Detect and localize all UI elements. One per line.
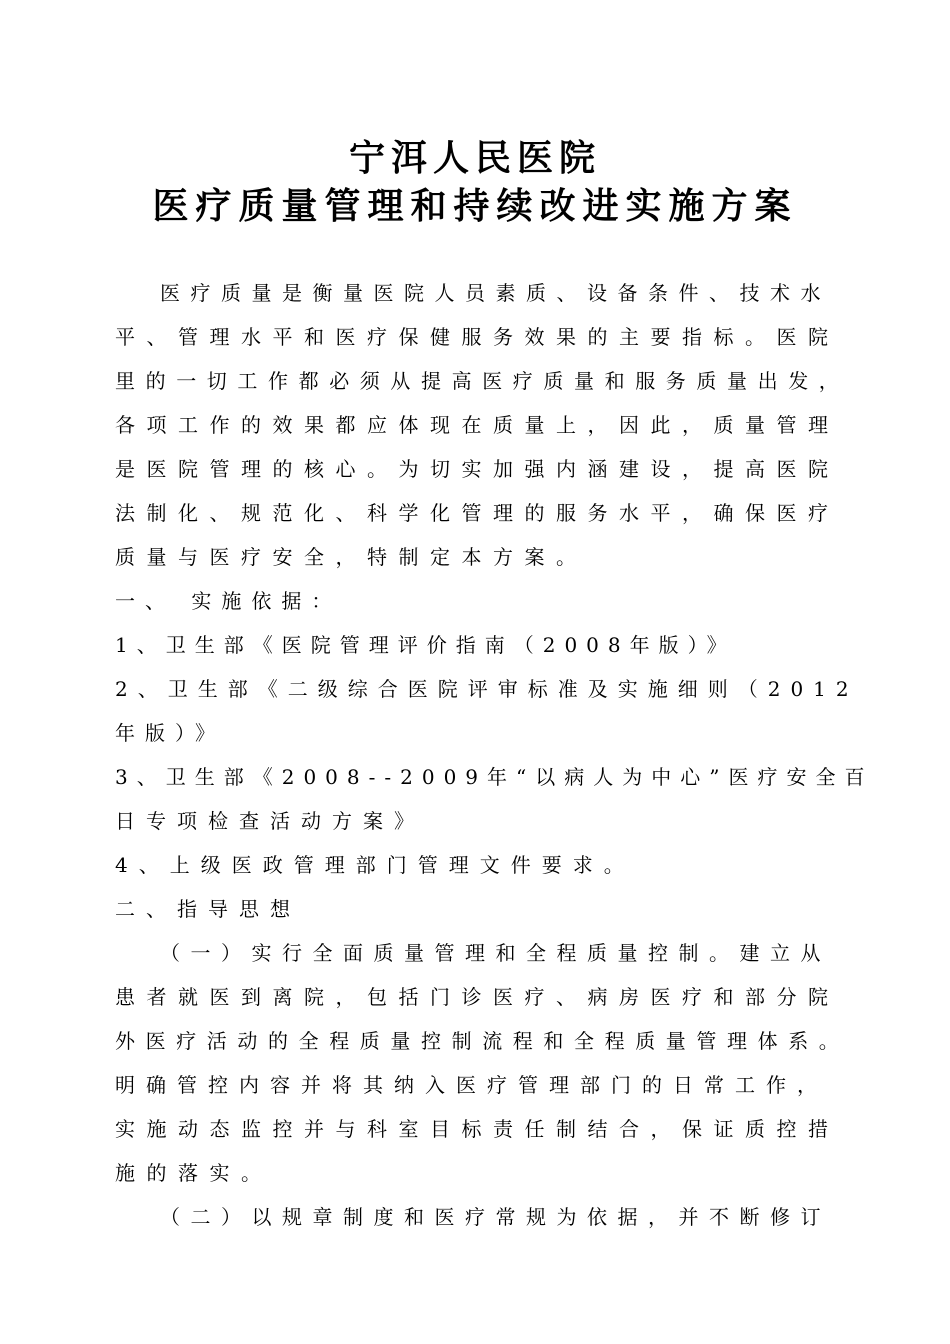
guiding-paragraph-line: 施的落实。 xyxy=(115,1161,273,1185)
guiding-paragraph-line: 明确管控内容并将其纳入医疗管理部门的日常工作， xyxy=(115,1073,828,1097)
basis-item: 1、卫生部《医院管理评价指南（2008年版）》 xyxy=(115,633,736,657)
guiding-paragraph-line: 实施动态监控并与科室目标责任制结合，保证质控措 xyxy=(115,1117,840,1141)
paragraph-intro-line: 质量与医疗安全，特制定本方案。 xyxy=(115,545,588,569)
basis-item: 4、上级医政管理部门管理文件要求。 xyxy=(115,853,635,877)
paragraph-intro-line: 里的一切工作都必须从提高医疗质量和服务质量出发， xyxy=(115,369,850,393)
paragraph-intro-line: 各项工作的效果都应体现在质量上，因此，质量管理 xyxy=(115,413,840,437)
basis-item-continued: 年版）》 xyxy=(115,721,225,745)
guiding-paragraph-line: 患者就医到离院，包括门诊医疗、病房医疗和部分院 xyxy=(115,985,840,1009)
basis-item: 3、卫生部《2008--2009年“以病人为中心”医疗安全百 xyxy=(115,765,874,789)
guiding-paragraph-line: （一）实行全面质量管理和全程质量控制。建立从 xyxy=(160,941,831,965)
basis-item-continued: 日专项检查活动方案》 xyxy=(115,809,425,833)
paragraph-intro-line: 平、管理水平和医疗保健服务效果的主要指标。医院 xyxy=(115,325,840,349)
document-title-plan: 医疗质量管理和持续改进实施方案 xyxy=(152,185,798,227)
basis-item: 2、卫生部《二级综合医院评审标准及实施细则（2012 xyxy=(115,677,859,701)
paragraph-intro-line: 医疗质量是衡量医院人员素质、设备条件、技术水 xyxy=(160,281,831,305)
paragraph-intro-line: 是医院管理的核心。为切实加强内涵建设，提高医院 xyxy=(115,457,840,481)
document-title-hospital: 宁洱人民医院 xyxy=(348,137,601,179)
guiding-paragraph-line: 外医疗活动的全程质量控制流程和全程质量管理体系。 xyxy=(115,1029,850,1053)
section-heading-guiding-ideas: 二、指导思想 xyxy=(115,897,301,921)
section-heading-basis: 一、 实施依据： xyxy=(115,589,342,613)
guiding-paragraph-line: （二）以规章制度和医疗常规为依据，并不断修订 xyxy=(160,1205,831,1229)
paragraph-intro-line: 法制化、规范化、科学化管理的服务水平，确保医疗 xyxy=(115,501,840,525)
